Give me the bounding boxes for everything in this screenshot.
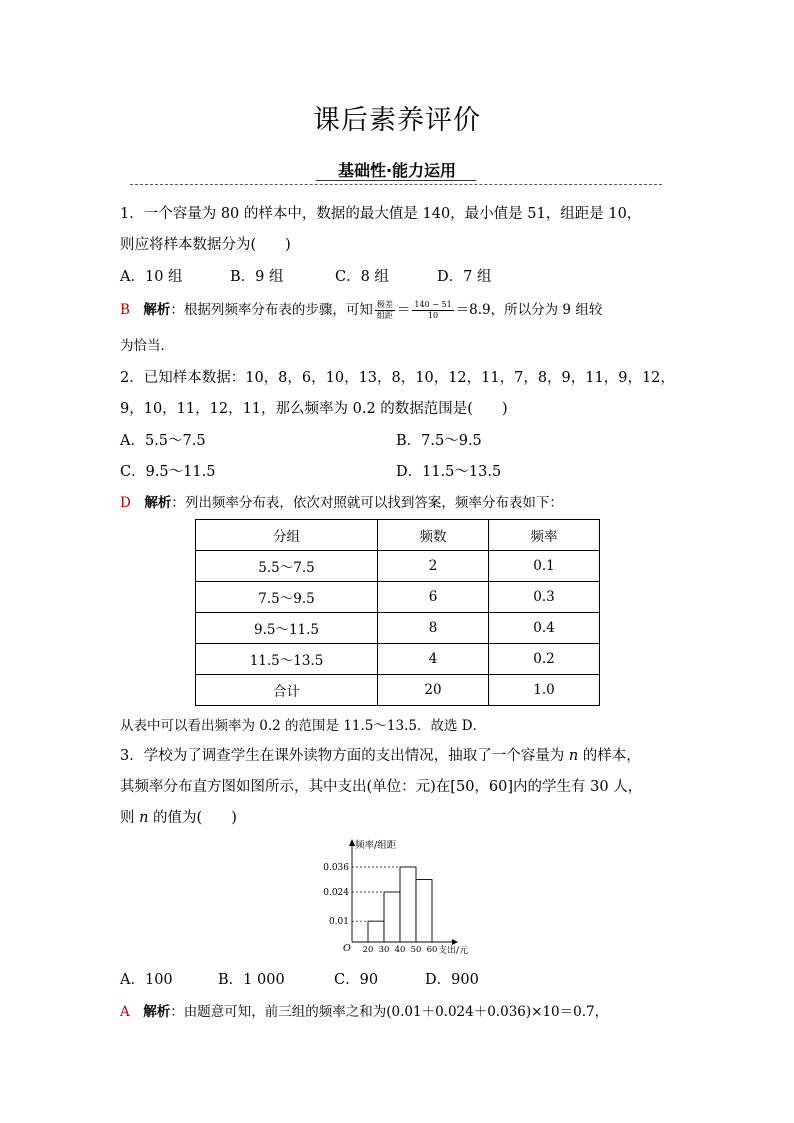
q2-explanation (120, 491, 563, 511)
table-row (196, 675, 600, 706)
q3-answer: A (120, 1004, 130, 1020)
q1-fraction-range: $\frac{\text{极差}}{\text{组距}}$ (376, 300, 393, 320)
q3-exp-label: 解析 (143, 1004, 171, 1020)
x-tick-label: 40 (394, 945, 406, 955)
q1-line2: 则应将样本数据分为( ) (120, 237, 291, 253)
table-row (196, 644, 600, 675)
table-row (196, 551, 600, 582)
y-tick-label: 0.036 (323, 863, 349, 873)
y-axis-label: 频率/组距 (355, 840, 397, 851)
table-cell: 合计 (196, 675, 378, 706)
table-cell: 2 (378, 551, 489, 582)
y-tick-label: 0.01 (328, 917, 349, 928)
histogram-bar (400, 867, 416, 942)
origin-label: O (343, 943, 351, 954)
table-cell: 11.5～13.5 (196, 644, 378, 675)
q3-option-c: C．90 (334, 972, 379, 988)
section-heading (0, 158, 794, 181)
q3-option-a: A．100 (120, 972, 173, 988)
x-tick-label: 20 (362, 945, 374, 955)
q1-exp-post: ＝8.9，所以分为 9 组较 (455, 302, 603, 318)
table-row (196, 613, 600, 644)
q1-option-b: B．9 组 (230, 269, 284, 285)
table-cell: 7.5～9.5 (196, 582, 378, 613)
histogram-bar (384, 892, 400, 942)
q1-option-a: A．10 组 (120, 269, 183, 285)
q1-option-c: C．8 组 (335, 269, 389, 285)
q3-option-d: D．900 (425, 972, 479, 988)
q1-line1: 1．一个容量为 80 的样本中，数据的最大值是 140，最小值是 51，组距是 10， (120, 206, 642, 222)
table-header-row (196, 520, 600, 551)
histogram-bar (416, 880, 432, 943)
section-divider (130, 184, 662, 185)
table-cell: 6 (378, 582, 489, 613)
q1-explanation: B 解析：根据列频率分布表的步骤，可知 $\frac{\text{极差}}{\text{组距}}$ ＝ $\frac{140 - 51}{10}$ ＝8.9，所以分为 9 组较 (120, 300, 603, 320)
q1-option-d: D．7 组 (437, 269, 492, 285)
y-tick-label: 0.024 (323, 888, 349, 898)
q3-line2: 其频率分布直方图如图所示，其中支出(单位：元)在[50，60]内的学生有 30 人， (120, 779, 643, 795)
q2-option-c: C．9.5～11.5 (120, 464, 216, 480)
x-tick-label: 30 (378, 945, 390, 955)
q2-option-b: B．7.5～9.5 (396, 433, 482, 449)
table-header: 分组 (196, 520, 378, 551)
q3-exp-text: ：由题意可知，前三组的频率之和为(0.01＋0.024＋0.036)×10＝0.7， (170, 1004, 609, 1020)
q2-line1: 2．已知样本数据：10，8，6，10，13，8，10，12，11，7，8，9，11，9，12， (120, 370, 675, 386)
q1-answer: B (120, 302, 130, 318)
q2-exp-label: 解析 (144, 495, 172, 511)
histogram-bar (368, 921, 384, 942)
q2-answer: D (120, 495, 131, 511)
table-cell: 5.5～7.5 (196, 551, 378, 582)
q3-line3: 则 n 的值为( ) (120, 810, 237, 826)
x-axis-arrow (452, 939, 458, 945)
table-row (196, 582, 600, 613)
table-cell: 0.1 (489, 551, 600, 582)
table-cell: 9.5～11.5 (196, 613, 378, 644)
x-axis-label: 支出/元 (438, 946, 469, 956)
table-header: 频数 (378, 520, 489, 551)
page-title: 课后素养评价 (313, 105, 481, 136)
section-title: 基础性·能力运用 (332, 161, 462, 180)
frequency-table (195, 519, 600, 706)
table-cell: 20 (378, 675, 489, 706)
table-header: 频率 (489, 520, 600, 551)
table-cell: 1.0 (489, 675, 600, 706)
table-cell: 0.3 (489, 582, 600, 613)
q2-option-d: D．11.5～13.5 (396, 464, 502, 480)
x-tick-label: 60 (426, 945, 438, 955)
q1-exp-label: 解析 (143, 302, 171, 318)
q3-option-b: B．1 000 (218, 972, 285, 988)
q3-explanation (120, 1000, 608, 1020)
q1-exp-pre: ：根据列频率分布表的步骤，可知 (170, 302, 373, 318)
x-tick-label: 50 (410, 945, 422, 955)
table-cell: 8 (378, 613, 489, 644)
q1-fraction-value: $\frac{140 - 51}{10}$ (414, 300, 452, 320)
q3-line1: 3．学校为了调查学生在课外读物方面的支出情况，抽取了一个容量为 n 的样本， (120, 748, 641, 764)
q2-exp-text: ：列出频率分布表，依次对照就可以找到答案，频率分布表如下： (171, 495, 563, 511)
table-cell: 0.4 (489, 613, 600, 644)
q2-option-a: A．5.5～7.5 (120, 433, 206, 449)
table-cell: 4 (378, 644, 489, 675)
q2-conclusion: 从表中可以看出频率为 0.2 的范围是 11.5～13.5．故选 D． (120, 718, 487, 734)
frequency-histogram (310, 832, 490, 960)
q2-line2: 9，10，11，12，11，那么频率为 0.2 的数据范围是( ) (120, 401, 508, 417)
table-cell: 0.2 (489, 644, 600, 675)
q1-exp-line2: 为恰当． (120, 338, 174, 354)
